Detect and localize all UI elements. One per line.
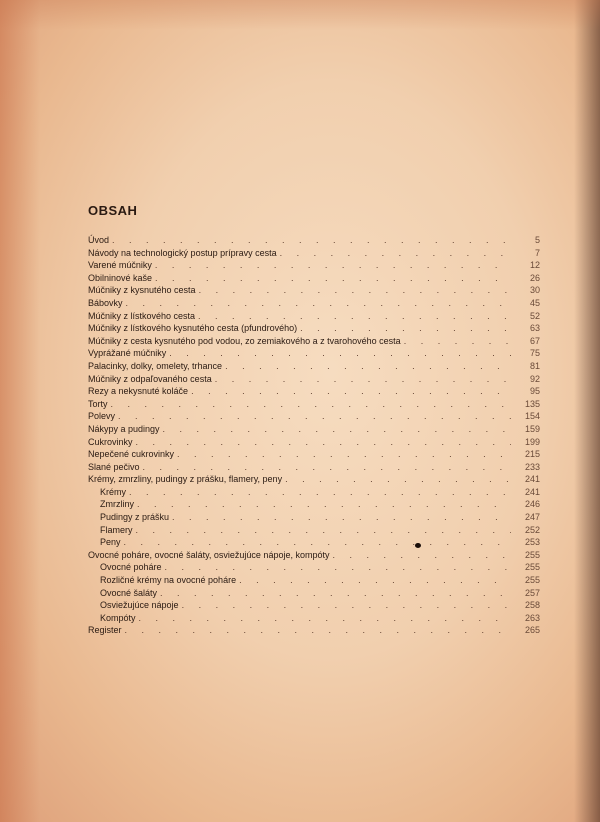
toc-page-number: 30	[529, 285, 540, 296]
page-title: OBSAH	[88, 203, 138, 218]
toc-title: Ovocné poháre, ovocné šaláty, osviežujúce nápoje, kompóty	[88, 549, 330, 560]
toc-entry	[88, 247, 540, 260]
toc-page-number: 92	[529, 373, 540, 384]
toc-page-number: 255	[524, 575, 540, 586]
toc-title: Flamery	[100, 524, 133, 535]
page-edge-shadow-right	[574, 0, 600, 822]
toc-title: Múčniky z cesta kysnutého pod vodou, zo zemiakového a z tvarohového cesta	[88, 335, 401, 346]
toc-entry	[88, 385, 540, 398]
toc-title: Slané pečivo	[88, 461, 140, 472]
ink-blot	[415, 543, 421, 548]
dot-leader	[280, 247, 511, 260]
toc-page-number: 75	[529, 348, 540, 359]
toc-entry	[88, 284, 540, 297]
toc-entry	[88, 360, 540, 373]
toc-entry	[88, 436, 540, 449]
toc-title: Nákypy a pudingy	[88, 423, 160, 434]
toc-page-number: 52	[529, 310, 540, 321]
dot-leader	[300, 322, 511, 335]
dot-leader	[137, 498, 511, 511]
toc-subentry	[88, 498, 540, 511]
dot-leader	[177, 448, 511, 461]
toc-title: Bábovky	[88, 297, 123, 308]
toc-page-number: 159	[524, 423, 540, 434]
toc-page-number: 265	[524, 625, 540, 636]
toc-page-number: 215	[524, 449, 540, 460]
toc-page-number: 263	[524, 612, 540, 623]
toc-entry	[88, 448, 540, 461]
toc-page-number: 67	[529, 335, 540, 346]
toc-page-number: 241	[524, 474, 540, 485]
dot-leader	[182, 599, 511, 612]
toc-page-number: 135	[524, 398, 540, 409]
toc-page-number: 154	[524, 411, 540, 422]
toc-subentry	[88, 524, 540, 537]
dot-leader	[225, 360, 511, 373]
toc-title: Múčniky z lístkového kysnutého cesta (pfundrového)	[88, 323, 298, 334]
toc-title: Zmrzliny	[100, 499, 134, 510]
toc-subentry	[88, 599, 540, 612]
toc-page-number: 12	[529, 260, 540, 271]
dot-leader	[404, 335, 511, 348]
toc-entry	[88, 259, 540, 272]
dot-leader	[169, 347, 511, 360]
toc-title: Torty	[88, 398, 108, 409]
toc-title: Cukrovinky	[88, 436, 133, 447]
toc-entry	[88, 310, 540, 323]
dot-leader	[172, 511, 511, 524]
dot-leader	[124, 536, 511, 549]
toc-entry	[88, 624, 540, 637]
toc-title: Múčniky z odpaľovaného cesta	[88, 373, 212, 384]
toc-entry	[88, 373, 540, 386]
toc-entry	[88, 234, 540, 247]
toc-page-number: 233	[524, 461, 540, 472]
dot-leader	[155, 272, 511, 285]
toc-title: Varené múčniky	[88, 260, 152, 271]
toc-subentry	[88, 511, 540, 524]
toc-entry	[88, 423, 540, 436]
toc-subentry	[88, 536, 540, 549]
dot-leader	[215, 373, 511, 386]
dot-leader	[285, 473, 511, 486]
dot-leader	[125, 624, 511, 637]
dot-leader	[126, 297, 511, 310]
toc-entry	[88, 347, 540, 360]
toc-title: Rezy a nekysnuté koláče	[88, 386, 189, 397]
dot-leader	[143, 461, 511, 474]
toc-title: Ovocné poháre	[100, 562, 162, 573]
toc-page-number: 45	[529, 297, 540, 308]
toc-page-number: 253	[524, 537, 540, 548]
toc-title: Kompóty	[100, 612, 136, 623]
toc-page-number: 257	[524, 587, 540, 598]
toc-entry	[88, 322, 540, 335]
toc-page-number: 247	[524, 512, 540, 523]
toc-page-number: 95	[529, 386, 540, 397]
dot-leader	[136, 436, 511, 449]
toc-subentry	[88, 574, 540, 587]
toc-title: Pudingy z prášku	[100, 512, 170, 523]
dot-leader	[160, 587, 511, 600]
toc-title: Polevy	[88, 411, 116, 422]
toc-title: Krémy	[100, 486, 127, 497]
table-of-contents	[88, 234, 540, 637]
toc-title: Vyprážané múčniky	[88, 348, 167, 359]
dot-leader	[163, 423, 511, 436]
toc-title: Krémy, zmrzliny, pudingy z prášku, flamery, peny	[88, 474, 283, 485]
toc-page-number: 252	[524, 524, 540, 535]
toc-subentry	[88, 612, 540, 625]
dot-leader	[332, 549, 511, 562]
toc-title: Úvod	[88, 235, 110, 245]
toc-page-number: 81	[529, 360, 540, 371]
toc-page-number: 241	[524, 486, 540, 497]
toc-title: Peny	[100, 537, 121, 548]
toc-title: Osviežujúce nápoje	[100, 600, 179, 611]
toc-subentry	[88, 486, 540, 499]
toc-entry	[88, 549, 540, 562]
dot-leader	[136, 524, 511, 537]
toc-entry	[88, 410, 540, 423]
dot-leader	[129, 486, 511, 499]
toc-entry	[88, 473, 540, 486]
toc-page-number: 5	[534, 235, 540, 245]
page-edge-shadow-top	[0, 0, 600, 30]
toc-page-number: 7	[534, 247, 540, 258]
toc-page-number: 63	[529, 323, 540, 334]
toc-title: Register	[88, 625, 122, 636]
contents-page	[88, 203, 540, 637]
toc-entry	[88, 272, 540, 285]
toc-title: Obilninové kaše	[88, 272, 153, 283]
toc-page-number: 255	[524, 562, 540, 573]
toc-page-number: 26	[529, 272, 540, 283]
toc-page-number: 255	[524, 549, 540, 560]
dot-leader	[165, 561, 511, 574]
toc-title: Múčniky z lístkového cesta	[88, 310, 196, 321]
dot-leader	[118, 410, 511, 423]
dot-leader	[239, 574, 511, 587]
page-edge-shadow-left	[0, 0, 40, 822]
dot-leader	[198, 310, 511, 323]
toc-page-number: 199	[524, 436, 540, 447]
dot-leader	[191, 385, 511, 398]
toc-title: Ovocné šaláty	[100, 587, 158, 598]
toc-title: Múčniky z kysnutého cesta	[88, 285, 196, 296]
toc-subentry	[88, 587, 540, 600]
toc-subentry	[88, 561, 540, 574]
toc-title: Palacinky, dolky, omelety, trhance	[88, 360, 223, 371]
toc-page-number: 258	[524, 600, 540, 611]
dot-leader	[139, 612, 511, 625]
dot-leader	[112, 234, 511, 247]
toc-entry	[88, 461, 540, 474]
dot-leader	[111, 398, 511, 411]
toc-title: Nepečené cukrovinky	[88, 449, 175, 460]
dot-leader	[199, 284, 511, 297]
toc-page-number: 246	[524, 499, 540, 510]
toc-title: Rozličné krémy na ovocné poháre	[100, 575, 237, 586]
toc-title: Návody na technologický postup prípravy cesta	[88, 247, 277, 258]
dot-leader	[155, 259, 511, 272]
toc-entry	[88, 398, 540, 411]
toc-entry	[88, 297, 540, 310]
toc-entry	[88, 335, 540, 348]
